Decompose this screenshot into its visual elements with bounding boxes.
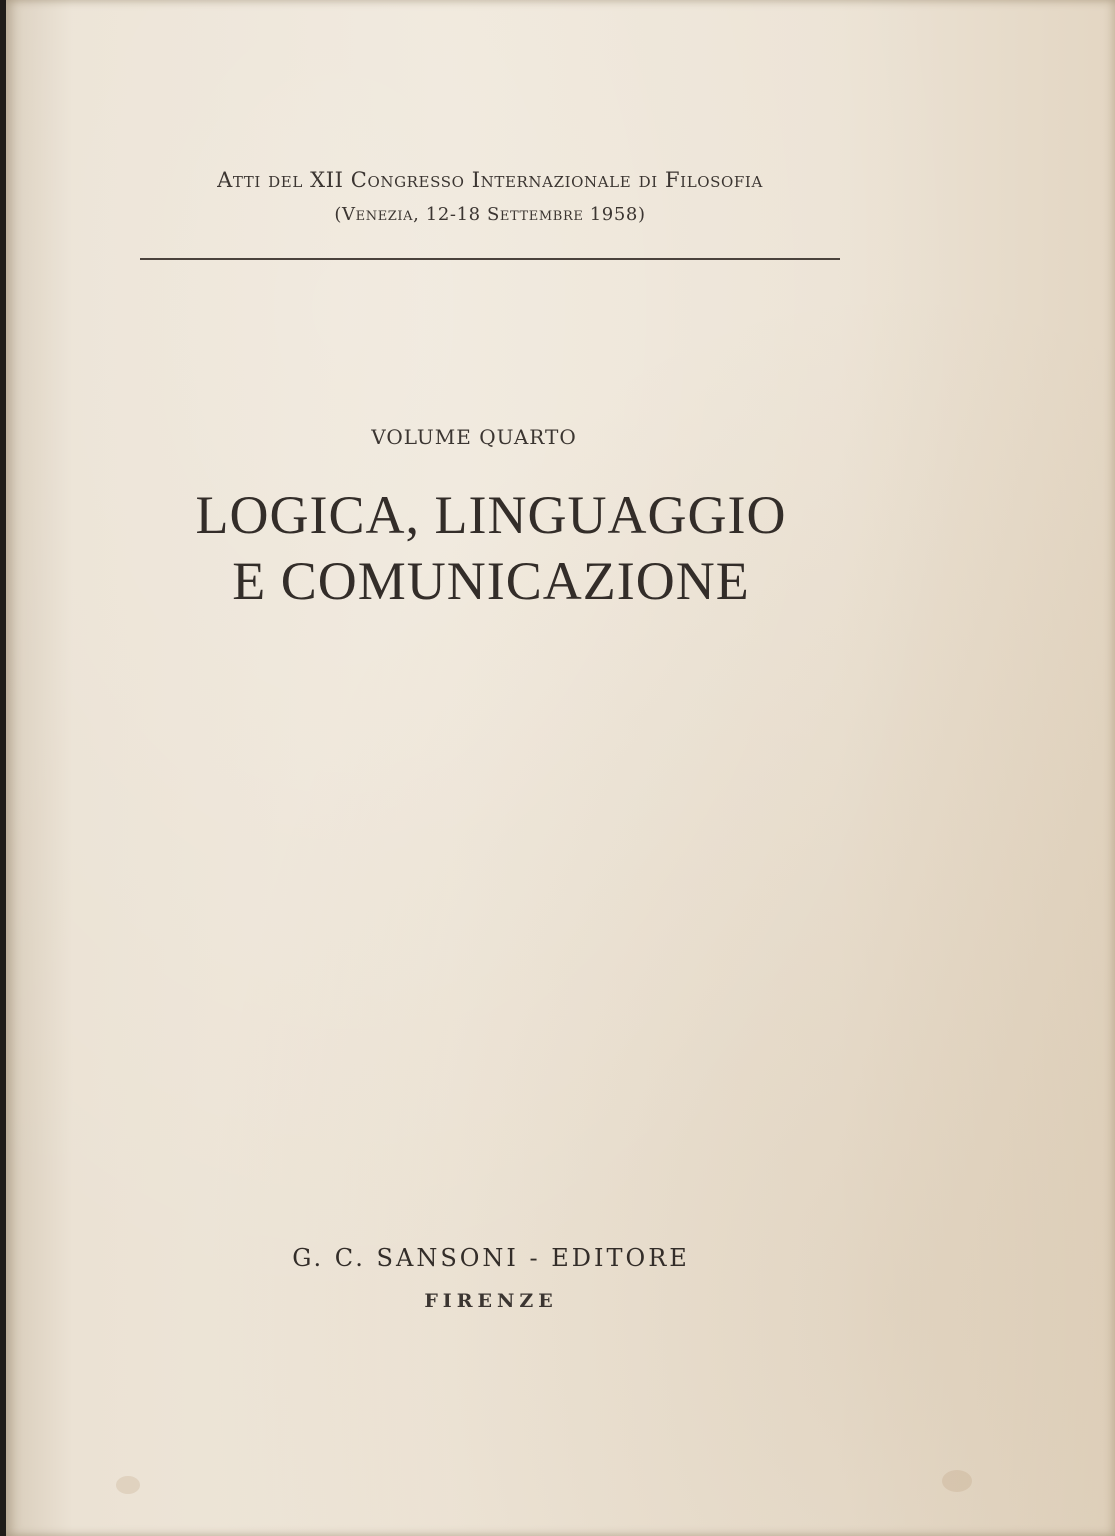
- venue-dates: (Venezia, 12-18 Settembre 1958): [334, 204, 646, 225]
- volume-label: VOLUME QUARTO: [371, 425, 577, 449]
- congress-header: [140, 168, 840, 225]
- paper-stain: [942, 1470, 972, 1492]
- publisher-name: G. C. SANSONI - EDITORE: [292, 1244, 690, 1272]
- publisher-city: FIRENZE: [424, 1290, 558, 1312]
- paper-stain: [116, 1476, 140, 1494]
- title-line-1: LOGICA, LINGUAGGIO: [195, 485, 787, 545]
- header-divider: [140, 258, 840, 260]
- series-title: Atti del XII Congresso Internazionale di Filosofia: [217, 168, 763, 192]
- title-line-2: E COMUNICAZIONE: [232, 551, 750, 611]
- book-title: [186, 482, 796, 614]
- book-cover: [6, 0, 1115, 1536]
